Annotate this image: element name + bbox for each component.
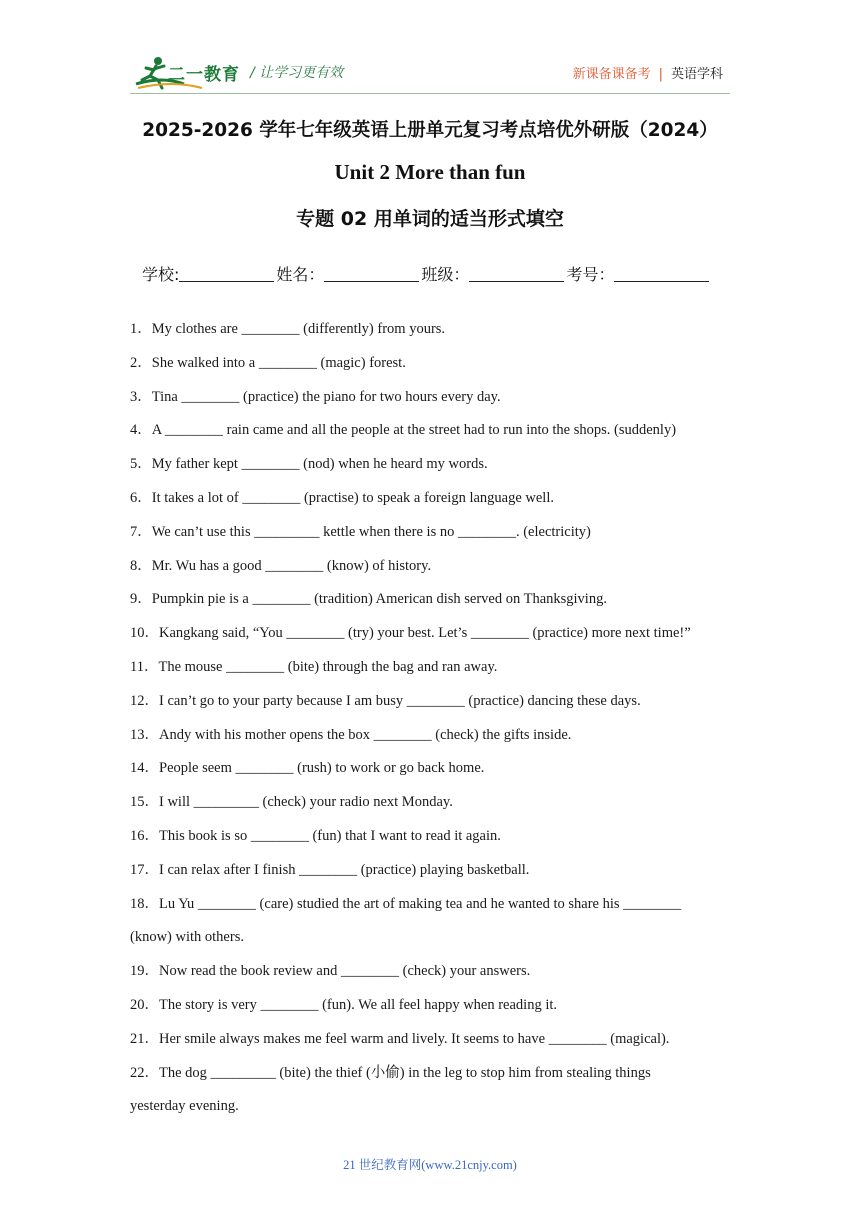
question-line: 1．My clothes are ________ (differently) from yours. — [130, 321, 446, 337]
question-line: 8．Mr. Wu has a good ________ (know) of history. — [130, 557, 432, 574]
unit-title: Unit 2 More than fun — [334, 160, 526, 184]
school-blank[interactable] — [179, 267, 274, 282]
question-line: 6．It takes a lot of ________ (practise) to speak a foreign language well. — [130, 489, 554, 506]
question-line: 3．Tina ________ (practice) the piano for two hours every day. — [130, 388, 501, 405]
question-line: 21．Her smile always makes me feel warm and lively. It seems to have ________ (magical). — [130, 1030, 670, 1047]
header-separator: | — [658, 67, 663, 82]
question-line: 17．I can relax after I finish ________ (practice) playing basketball. — [130, 861, 530, 878]
name-blank[interactable] — [324, 267, 419, 282]
header-divider — [130, 93, 730, 94]
question-line: 16．This book is so ________ (fun) that I want to read it again. — [130, 827, 501, 844]
question-line: 11．The mouse ________ (bite) through the bag and ran away. — [130, 658, 498, 675]
page-footer[interactable]: 21 世纪教育网(www.21cnjy.com) — [343, 1158, 517, 1172]
question-line: 14．People seem ________ (rush) to work or go back home. — [130, 760, 485, 777]
question-line: 4．A ________ rain came and all the people at the street had to run into the shops. (suddenly) — [130, 422, 677, 439]
topic-title: 专题 02 用单词的适当形式填空 — [296, 208, 564, 230]
header-label: 新课备课备考 — [572, 67, 651, 82]
header-right — [573, 63, 723, 82]
student-info-line — [142, 262, 711, 285]
question-list — [130, 313, 750, 1124]
question-line: 22．The dog _________ (bite) the thief (小偷) in the leg to stop him from stealing things — [130, 1064, 651, 1081]
question-line: 18．Lu Yu ________ (care) studied the art of making tea and he wanted to share his ________ — [130, 895, 682, 912]
logo-text: 二一教育 — [168, 65, 240, 85]
question-line: 2．She walked into a ________ (magic) forest. — [130, 354, 406, 371]
class-label: 班级： — [421, 265, 470, 284]
question-line: 12．I can’t go to your party because I am busy ________ (practice) dancing these days. — [130, 692, 641, 709]
exam-no-blank[interactable] — [614, 267, 709, 282]
question-line: 20．The story is very ________ (fun). We all feel happy when reading it. — [130, 996, 558, 1013]
question-line: 5．My father kept ________ (nod) when he heard my words. — [130, 456, 488, 473]
name-label: 姓名： — [276, 265, 325, 284]
question-line: 10．Kangkang said, “You ________ (try) your best. Let’s ________ (practice) more next time!” — [130, 625, 691, 642]
header-subject: 英语学科 — [670, 67, 723, 82]
header-slogan: / 让学习更有效 — [250, 65, 344, 81]
question-line: (know) with others. — [130, 929, 244, 946]
question-line: yesterday evening. — [130, 1098, 239, 1115]
class-blank[interactable] — [469, 267, 564, 282]
school-label: 学校: — [142, 265, 180, 284]
exam-no-label: 考号： — [566, 265, 615, 284]
question-line: 19．Now read the book review and ________ (check) your answers. — [130, 963, 531, 980]
page-header — [0, 0, 860, 100]
question-line: 7．We can’t use this _________ kettle when there is no ________. (electricity) — [130, 523, 591, 540]
page-title: 2025-2026 学年七年级英语上册单元复习考点培优外研版（2024） — [142, 120, 718, 141]
question-line: 13．Andy with his mother opens the box ________ (check) the gifts inside. — [130, 726, 572, 743]
question-line: 9．Pumpkin pie is a ________ (tradition) American dish served on Thanksgiving. — [130, 591, 607, 608]
question-line: 15．I will _________ (check) your radio next Monday. — [130, 794, 453, 811]
